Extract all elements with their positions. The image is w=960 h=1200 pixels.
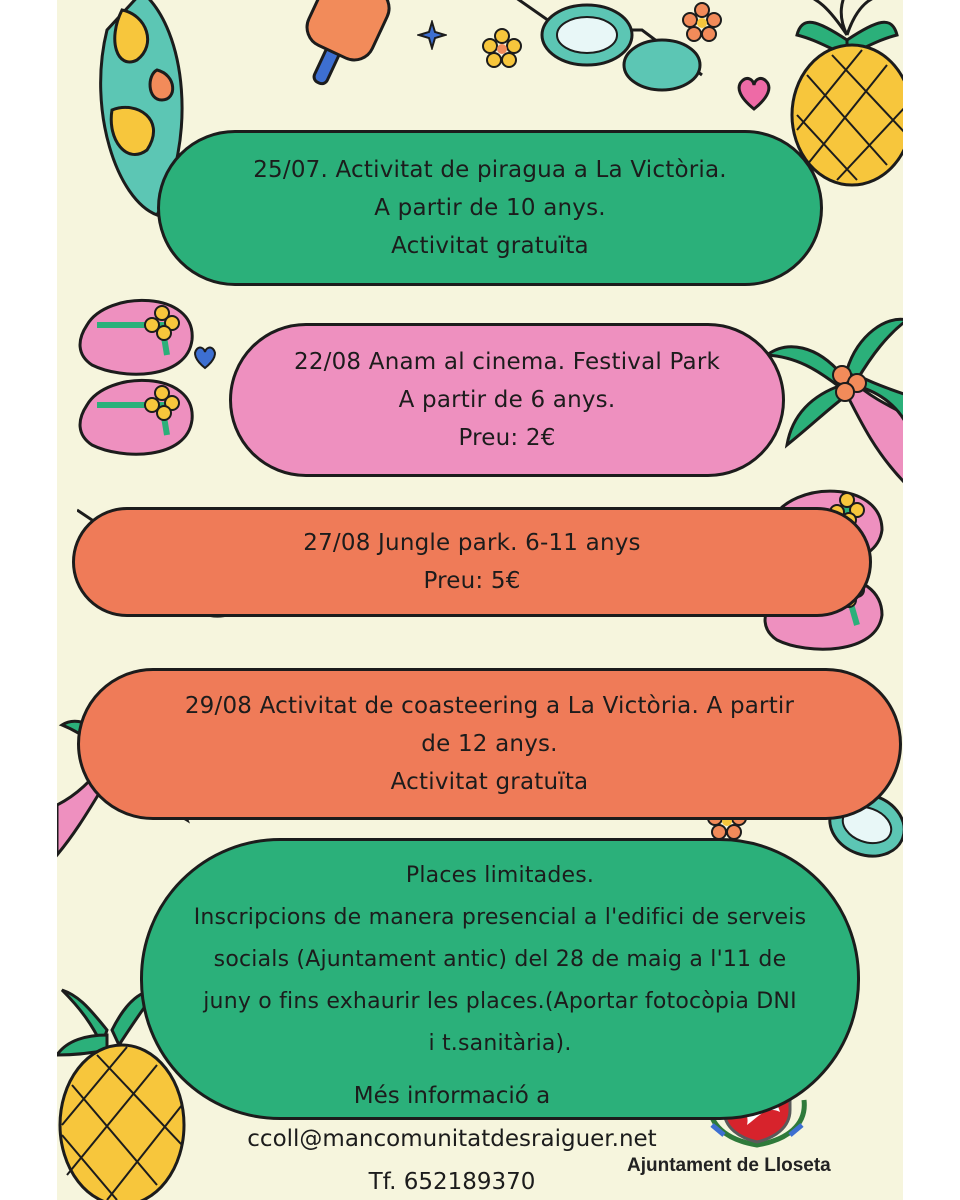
activity-card-piragua (157, 130, 823, 286)
contact-info (227, 1075, 677, 1200)
activity-card-coasteering (77, 668, 902, 820)
activity-line: Activitat gratuïta (390, 769, 589, 795)
sparkle-icon (417, 20, 447, 50)
activity-line: 22/08 Anam al cinema. Festival Park (293, 349, 721, 375)
activity-line: Preu: 2€ (458, 425, 556, 451)
info-line: Inscripcions de manera presencial a l'edifici de serveis (193, 905, 807, 930)
contact-label: Més informació a (353, 1083, 551, 1109)
info-line: i t.sanitària). (428, 1031, 572, 1056)
sunglasses-icon (502, 0, 712, 95)
info-line: juny o fins exhaurir les places.(Aportar fotocòpia DNI (203, 989, 797, 1014)
flip-flops-icon (67, 285, 217, 485)
flower-icon (682, 2, 722, 42)
activity-line: Preu: 5€ (423, 568, 521, 594)
heart-icon (734, 75, 774, 111)
logo-caption: Ajuntament de Lloseta (627, 1155, 831, 1176)
activity-line: 27/08 Jungle park. 6-11 anys (303, 530, 641, 556)
popsicle-icon (292, 0, 412, 90)
activity-line: A partir de 6 anys. (398, 387, 616, 413)
info-line: socials (Ajuntament antic) del 28 de maig a l'11 de (213, 947, 787, 972)
heart-icon (192, 345, 218, 371)
activity-line: A partir de 10 anys. (374, 195, 606, 221)
activity-card-cinema (229, 323, 785, 477)
activity-line: Activitat gratuïta (391, 233, 589, 259)
activity-line: 25/07. Activitat de piragua a La Victòria. (253, 157, 727, 183)
activity-card-jungle-park (72, 507, 872, 617)
activity-line: 29/08 Activitat de coasteering a La Victòria. A partir (184, 693, 795, 719)
contact-email[interactable]: ccoll@mancomunitatdesraiguer.net (247, 1126, 657, 1152)
activity-line: de 12 anys. (421, 731, 558, 757)
flower-icon (482, 28, 522, 68)
contact-phone[interactable]: Tf. 652189370 (368, 1169, 536, 1195)
summer-activities-poster (57, 0, 903, 1200)
info-line: Places limitades. (405, 863, 595, 888)
